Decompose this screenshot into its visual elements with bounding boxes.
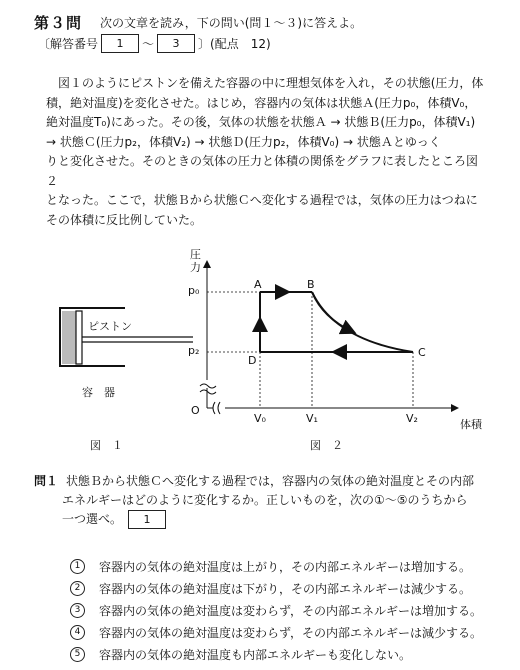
question-1-text: 一つ選べ。 (62, 512, 123, 526)
v0-label: V₀ (254, 412, 266, 425)
option-mark: 5 (70, 647, 85, 662)
axis-break-mark (218, 402, 220, 414)
answer-box-1[interactable]: 1 (128, 510, 166, 529)
passage-line: 積，絶対温度)を変化させた。はじめ，容器内の気体は状態Ａ(圧力p₀，体積V₀， (46, 95, 477, 110)
question-1-line (34, 472, 494, 491)
question-title: 第３問 (34, 14, 83, 32)
v2-label: V₂ (406, 412, 418, 425)
container-label: 容 器 (82, 386, 115, 399)
arrow-b-c (312, 292, 353, 332)
question-1-line: エネルギーはどのように変化するか。正しいものを，次の①～⑤のうちから (62, 493, 468, 507)
axis-break-mark (213, 402, 215, 414)
option-5[interactable] (70, 646, 411, 663)
option-mark: 3 (70, 603, 85, 618)
x-axis-label: 体積 (460, 418, 482, 431)
option-text: 容器内の気体の絶対温度も内部エネルギーも変化しない。 (99, 648, 412, 662)
v1-label: V₁ (306, 412, 318, 425)
answer-label-open: 〔解答番号 (38, 37, 99, 51)
answer-end-box: 3 (157, 34, 195, 53)
figure-2-pv-graph (185, 240, 485, 430)
passage (46, 74, 486, 230)
option-mark: 2 (70, 581, 85, 596)
piston-label: ピストン (88, 320, 132, 333)
option-4[interactable] (70, 624, 482, 641)
y-axis-label-2: 力 (190, 261, 201, 274)
answer-tilde: ～ (142, 37, 155, 51)
answer-range-row (38, 34, 271, 53)
passage-line: 図１のようにピストンを備えた容器の中に理想気体を入れ，その状態(圧力，体 (58, 76, 484, 90)
question-1-text: 状態Ｂから状態Ｃへ変化する過程では，容器内の気体の絶対温度とその内部 (66, 474, 475, 488)
question-1-number: 問１ (34, 474, 59, 488)
answer-start-box: 1 (101, 34, 139, 53)
question-intro: 次の文章を読み，下の問い(問１～３)に答えよ。 (100, 16, 363, 30)
p2-label: p₂ (188, 344, 200, 357)
path-b-c (312, 292, 413, 352)
point-c-label: C (418, 346, 426, 359)
figure-1-container-diagram (55, 300, 195, 400)
option-mark: 1 (70, 559, 85, 574)
axis-break-mark (200, 390, 216, 394)
origin-label: O (191, 404, 200, 417)
figure-1-caption: 図 １ (90, 439, 123, 452)
point-a-label: A (254, 278, 262, 291)
option-3[interactable] (70, 602, 482, 619)
p0-label: p₀ (188, 284, 200, 297)
y-axis-label-1: 圧 (190, 248, 201, 261)
option-text: 容器内の気体の絶対温度は変わらず，その内部エネルギーは増加する。 (99, 604, 483, 618)
option-text: 容器内の気体の絶対温度は上がり，その内部エネルギーは増加する。 (99, 560, 472, 574)
answer-label-close: 〕(配点 12) (198, 37, 271, 51)
question-1 (34, 472, 494, 529)
passage-line: りと変化させた。そのときの気体の圧力と体積の関係をグラフに表したところ図２ (46, 154, 479, 188)
option-mark: 4 (70, 625, 85, 640)
figure-2-caption: 図 ２ (310, 439, 343, 452)
option-2[interactable] (70, 580, 471, 597)
piston-head (76, 311, 82, 364)
point-b-label: B (307, 278, 315, 291)
question-1-line (34, 510, 494, 529)
option-text: 容器内の気体の絶対温度は下がり，その内部エネルギーは減少する。 (99, 582, 472, 596)
point-d-label: D (248, 354, 257, 367)
axis-break-mark (200, 384, 216, 388)
passage-line: その体積に反比例していた。 (46, 212, 203, 227)
passage-line: となった。ここで，状態Ｂから状態Ｃへ変化する過程では，気体の圧力はつねに (46, 193, 478, 207)
option-text: 容器内の気体の絶対温度は変わらず，その内部エネルギーは減少する。 (99, 626, 483, 640)
passage-line: → 状態Ｃ(圧力p₂，体積V₂) → 状態Ｄ(圧力p₂，体積V₀) → 状態Ａとゆっく (46, 134, 441, 149)
piston-hatch (62, 311, 76, 364)
passage-line: 絶対温度T₀)にあった。その後，気体の状態を状態Ａ → 状態Ｂ(圧力p₀，体積V₁) (46, 115, 476, 129)
option-1[interactable] (70, 558, 471, 575)
